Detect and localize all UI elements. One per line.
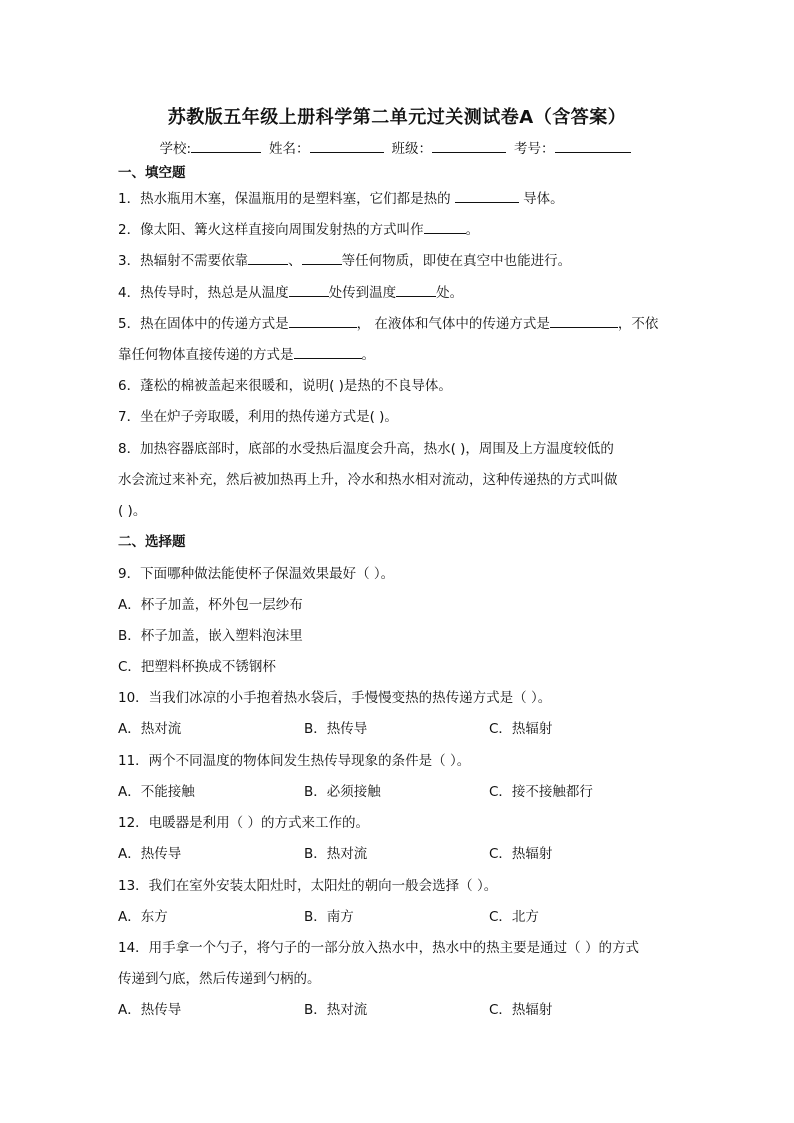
question-14-option-a: A．热传导 <box>118 1002 182 1018</box>
question-12-stem: 12．电暖器是利用（ ）的方式来工作的。 <box>118 815 369 831</box>
question-5-line-2 <box>118 343 688 363</box>
page-title: 苏教版五年级上册科学第二单元过关测试卷A（含答案） <box>167 107 627 128</box>
school-blank <box>191 138 261 153</box>
question-9-option-a: A．杯子加盖，杯外包一层纱布 <box>118 597 303 613</box>
class-label: 班级： <box>391 141 433 157</box>
q3-blank-1 <box>248 251 288 265</box>
q5-blank-1 <box>289 314 357 328</box>
q4-text-b: 处传到温度 <box>328 285 397 301</box>
question-11-option-b: B．必须接触 <box>304 784 381 800</box>
q3-text-c: 等任何物质，即使在真空中也能进行。 <box>341 253 572 269</box>
question-11-option-c: C．接不接触都行 <box>489 784 593 800</box>
q2-text-b: 。 <box>465 222 480 238</box>
q5-text-d: 靠任何物体直接传递的方式是 <box>118 347 294 363</box>
question-10-stem: 10．当我们冰凉的小手抱着热水袋后，手慢慢变热的热传递方式是（ ）。 <box>118 690 552 706</box>
question-2 <box>118 218 688 238</box>
question-9-option-c: C．把塑料杯换成不锈钢杯 <box>118 659 276 675</box>
question-13-option-b: B．南方 <box>304 909 354 925</box>
q4-blank-1 <box>289 283 329 297</box>
exam-no-blank <box>555 138 631 153</box>
question-10-option-c: C．热辐射 <box>489 721 553 737</box>
q4-text-a: 4．热传导时，热总是从温度 <box>118 285 289 301</box>
question-8-line-1: 8．加热容器底部时，底部的水受热后温度会升高，热水( )，周围及上方温度较低的 <box>118 441 614 457</box>
q2-blank <box>424 220 466 234</box>
q4-text-c: 处。 <box>436 285 464 301</box>
q5-text-a: 5．热在固体中的传递方式是 <box>118 316 289 332</box>
student-info-line <box>0 137 794 157</box>
question-3 <box>118 249 688 269</box>
question-10-option-b: B．热传导 <box>304 721 368 737</box>
question-9-option-b: B．杯子加盖，嵌入塑料泡沫里 <box>118 628 303 644</box>
question-14-option-b: B．热对流 <box>304 1002 368 1018</box>
q4-blank-2 <box>396 283 436 297</box>
question-5-line-1 <box>118 312 688 332</box>
question-10-option-a: A．热对流 <box>118 721 182 737</box>
q3-blank-2 <box>302 251 342 265</box>
q2-text-a: 2．像太阳、篝火这样直接向周围发射热的方式叫作 <box>118 222 424 238</box>
class-blank <box>432 138 506 153</box>
question-14-stem-line-2: 传递到勺底，然后传递到勺柄的。 <box>118 971 321 987</box>
name-blank <box>310 138 384 153</box>
section-fill-in: 一、填空题 <box>118 165 186 181</box>
exam-no-label: 考号： <box>514 141 555 157</box>
question-8-line-3: ( )。 <box>118 503 147 519</box>
question-11-option-a: A．不能接触 <box>118 784 195 800</box>
q5-text-b: ， 在液体和气体中的传递方式是 <box>356 316 550 332</box>
school-label: 学校: <box>159 141 192 157</box>
question-4 <box>118 281 688 301</box>
question-12-option-b: B．热对流 <box>304 846 368 862</box>
question-14-stem-line-1: 14．用手拿一个勺子，将勺子的一部分放入热水中，热水中的热主要是通过（ ）的方式 <box>118 940 639 956</box>
question-6: 6．蓬松的棉被盖起来很暖和，说明( )是热的不良导体。 <box>118 378 452 394</box>
q1-text-a: 1．热水瓶用木塞，保温瓶用的是塑料塞，它们都是热的 <box>118 191 455 207</box>
question-12-option-a: A．热传导 <box>118 846 182 862</box>
question-13-stem: 13．我们在室外安装太阳灶时，太阳灶的朝向一般会选择（ ）。 <box>118 878 498 894</box>
name-label: 姓名： <box>269 141 310 157</box>
question-7: 7．坐在炉子旁取暖，利用的热传递方式是( )。 <box>118 409 398 425</box>
question-11-stem: 11．两个不同温度的物体间发生热传导现象的条件是（ ）。 <box>118 753 471 769</box>
q3-text-b: 、 <box>288 253 302 269</box>
q5-text-c: ，不依 <box>617 316 659 332</box>
question-8-line-2: 水会流过来补充，然后被加热再上升，冷水和热水相对流动，这种传递热的方式叫做 <box>118 472 618 488</box>
question-1 <box>118 187 688 207</box>
question-14-option-c: C．热辐射 <box>489 1002 553 1018</box>
question-12-option-c: C．热辐射 <box>489 846 553 862</box>
question-13-option-a: A．东方 <box>118 909 168 925</box>
question-13-option-c: C．北方 <box>489 909 539 925</box>
q5-text-e: 。 <box>361 347 375 363</box>
q1-blank <box>455 189 519 203</box>
q1-text-b: 导体。 <box>518 191 564 207</box>
section-choice: 二、选择题 <box>118 534 186 550</box>
q3-text-a: 3．热辐射不需要依靠 <box>118 253 249 269</box>
q5-blank-2 <box>550 314 618 328</box>
q5-blank-3 <box>294 345 362 359</box>
question-9-stem: 9．下面哪种做法能使杯子保温效果最好（ ）。 <box>118 566 395 582</box>
